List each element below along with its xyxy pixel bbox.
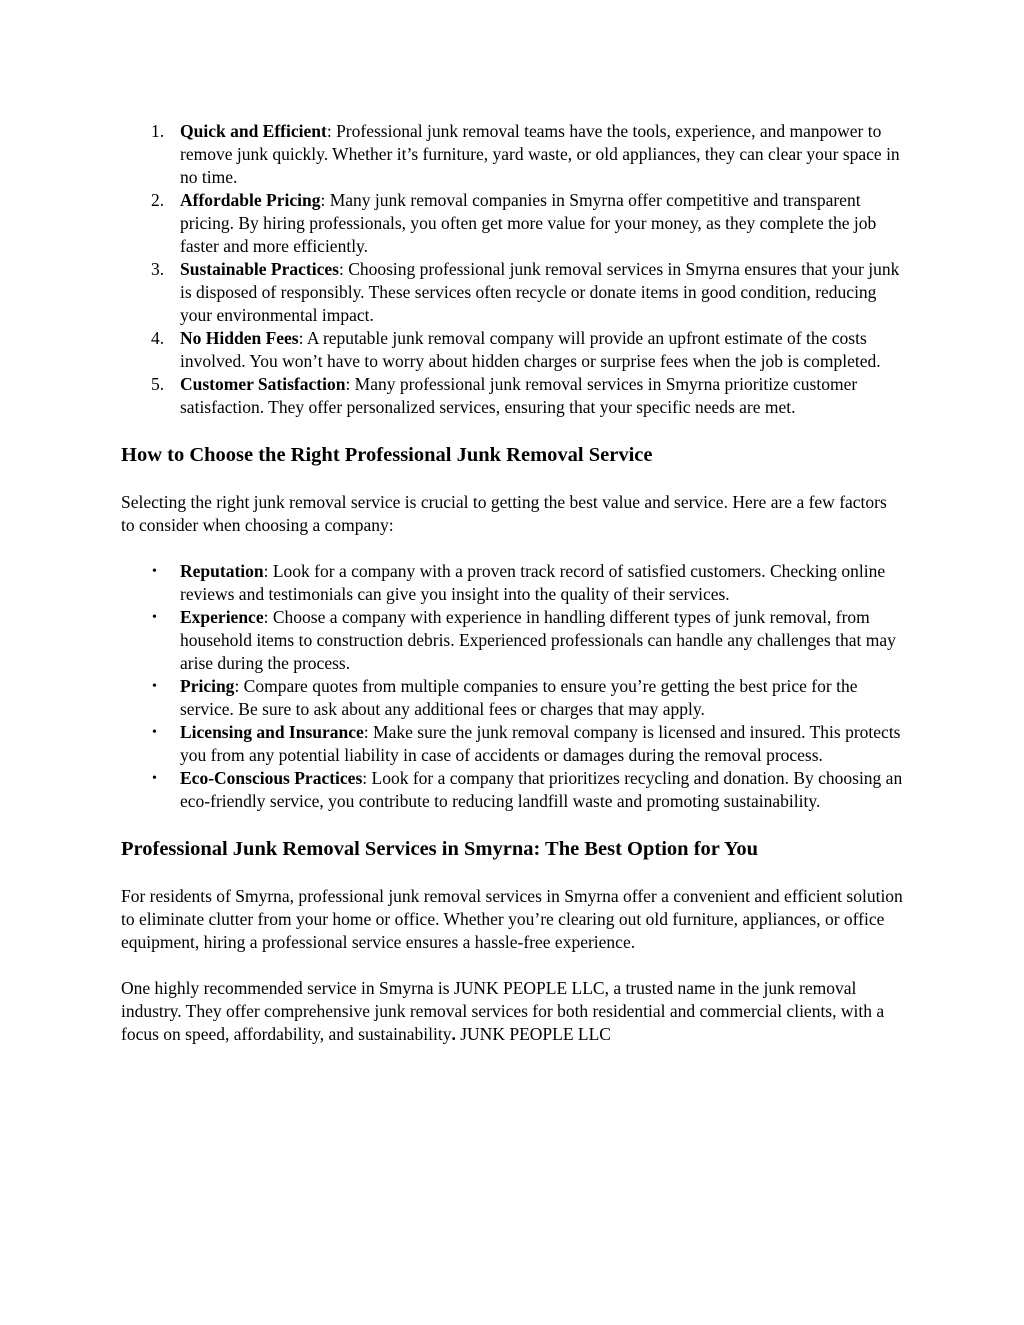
list-number: 3. — [151, 259, 165, 279]
paragraph-bold-period: . — [451, 1024, 456, 1044]
list-item-term: Licensing and Insurance — [180, 722, 364, 742]
list-item-term: Reputation — [180, 561, 264, 581]
bullet-icon: • — [152, 725, 157, 740]
best-paragraph-1: For residents of Smyrna, professional junk removal services in Smyrna offer a convenient and efficient solution to eliminate clutter from your home or office. Whether you’re clearing out old furniture, appliances, or office equipment, hiring a professional service ensures a hassle-free experience. — [121, 886, 903, 952]
bullet-icon: • — [152, 564, 157, 579]
bullet-icon: • — [152, 679, 157, 694]
bullet-icon: • — [152, 610, 157, 625]
list-item-term: Pricing — [180, 676, 235, 696]
list-item-text: : Choosing professional junk removal services in Smyrna ensures that your junk is disposed of responsibly. These services often recycle or donate items in good condition, reducing your environmental impact. — [180, 259, 900, 325]
list-item-term: No Hidden Fees — [180, 328, 299, 348]
section-heading-best: Professional Junk Removal Services in Smyrna: The Best Option for You — [121, 838, 759, 860]
list-item — [121, 373, 903, 419]
bullet-icon: • — [152, 771, 157, 786]
list-item-term: Affordable Pricing — [180, 190, 321, 210]
list-number: 1. — [151, 121, 165, 141]
list-item-text: : Professional junk removal teams have the tools, experience, and manpower to remove junk quickly. Whether it’s furniture, yard waste, or old appliances, they can clear your space in no time. — [180, 121, 900, 187]
list-item-text: : A reputable junk removal company will provide an upfront estimate of the costs involved. You won’t have to worry about hidden charges or surprise fees when the job is completed. — [180, 328, 881, 371]
document-page — [121, 120, 903, 1046]
paragraph-text: One highly recommended service in Smyrna is JUNK PEOPLE LLC, a trusted name in the junk removal industry. They offer comprehensive junk removal services for both residential and commercial clients, with a focus on speed, affordability, and sustainability — [121, 978, 885, 1044]
factors-list — [121, 560, 903, 813]
list-item — [121, 560, 903, 606]
list-item — [121, 767, 903, 813]
list-item-text: : Make sure the junk removal company is licensed and insured. This protects you from any potential liability in case of accidents or damages during the removal process. — [180, 722, 901, 765]
list-item — [121, 675, 903, 721]
list-item-text: : Look for a company that prioritizes recycling and donation. By choosing an eco-friendly service, you contribute to reducing landfill waste and promoting sustainability. — [180, 768, 903, 811]
list-number: 4. — [151, 328, 165, 348]
section-heading-choose: How to Choose the Right Professional Junk Removal Service — [121, 444, 653, 466]
list-item — [121, 258, 903, 327]
list-item-term: Quick and Efficient — [180, 121, 327, 141]
list-item — [121, 327, 903, 373]
list-item-term: Sustainable Practices — [180, 259, 339, 279]
list-item — [121, 721, 903, 767]
list-item-text: : Many junk removal companies in Smyrna offer competitive and transparent pricing. By hiring professionals, you often get more value for your money, as they complete the job faster and more efficiently. — [180, 190, 877, 256]
benefits-list — [121, 120, 903, 419]
paragraph-text-continued: JUNK PEOPLE LLC — [455, 1024, 611, 1044]
choose-intro-paragraph: Selecting the right junk removal service is crucial to getting the best value and service. Here are a few factors to consider when choosing a company: — [121, 492, 887, 535]
list-item-text: : Many professional junk removal services in Smyrna prioritize customer satisfaction. They offer personalized services, ensuring that your specific needs are met. — [180, 374, 858, 417]
list-number: 5. — [151, 374, 165, 394]
list-item-text: : Compare quotes from multiple companies to ensure you’re getting the best price for the service. Be sure to ask about any additional fees or charges that may apply. — [180, 676, 858, 719]
list-item — [121, 120, 903, 189]
list-item — [121, 606, 903, 675]
list-item-term: Experience — [180, 607, 264, 627]
list-item-term: Customer Satisfaction — [180, 374, 346, 394]
list-item-text: : Look for a company with a proven track record of satisfied customers. Checking online reviews and testimonials can give you insight into the quality of their services. — [180, 561, 886, 604]
list-item — [121, 189, 903, 258]
list-item-text: : Choose a company with experience in handling different types of junk removal, from household items to construction debris. Experienced professionals can handle any challenges that may arise during the process. — [180, 607, 896, 673]
list-item-term: Eco-Conscious Practices — [180, 768, 363, 788]
best-paragraph-2 — [121, 977, 903, 1046]
list-number: 2. — [151, 190, 165, 210]
